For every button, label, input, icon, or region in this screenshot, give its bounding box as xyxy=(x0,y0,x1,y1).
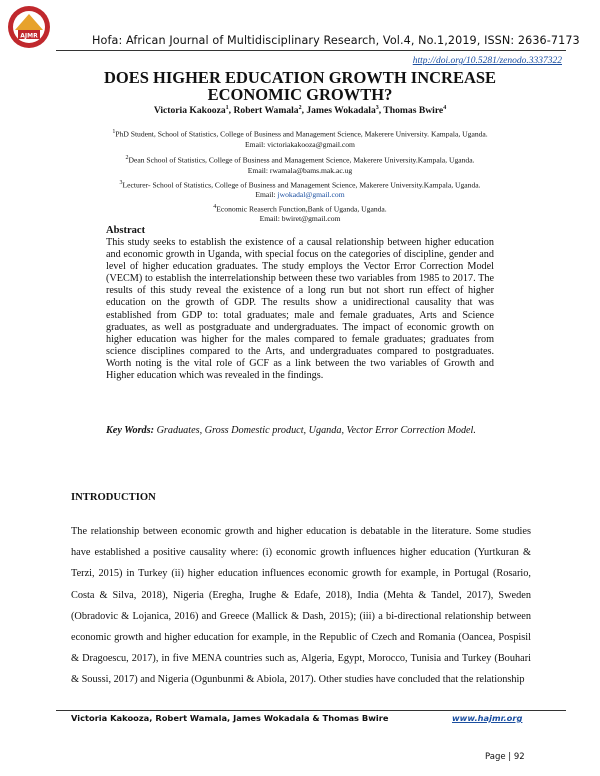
affiliation-3-email: Email: jwokadal@gmail.com xyxy=(255,190,345,199)
author-name: Robert Wamala xyxy=(233,105,299,117)
author-list: Victoria Kakooza$^1$, Robert Wamala$^2$, James Wokadala$^3$, Thomas Bwire$^4$ xyxy=(153,105,447,117)
affiliation-2-email: Email: rwamala@bams.mak.ac.ug xyxy=(247,166,353,175)
footer-website-link[interactable]: www.hajmr.org xyxy=(452,713,523,723)
keywords-label: Key Words: xyxy=(106,425,155,436)
journal-logo xyxy=(6,4,52,50)
footer-divider xyxy=(56,710,566,711)
section-heading-introduction: INTRODUCTION xyxy=(71,492,156,503)
email-link[interactable]: jwokadal@gmail.com xyxy=(277,190,345,199)
affiliation-1: $^1$PhD Student, School of Statistics, College of Business and Management Science, Makerere University. Kampala, Uganda. xyxy=(112,129,488,139)
author-name: Thomas Bwire xyxy=(383,105,444,117)
affiliation-1-email: Email: victoriakakooza@gmail.com xyxy=(245,140,355,149)
paper-title xyxy=(0,69,600,103)
header-divider xyxy=(56,50,566,51)
affiliation-4: $^4$Economic Reaserch Function,Bank of Uganda, Uganda. xyxy=(213,204,387,214)
abstract-heading: Abstract xyxy=(106,225,146,236)
journal-header: Hofa: African Journal of Multidisciplinary Research, Vol.4, No.1,2019, ISSN: 2636-7173 xyxy=(92,34,580,47)
author-name: Victoria Kakooza xyxy=(153,105,226,117)
title-line-1: DOES HIGHER EDUCATION GROWTH INCREASE xyxy=(103,68,497,87)
footer-authors: Victoria Kakooza, Robert Wamala, James Wokadala & Thomas Bwire xyxy=(71,713,389,723)
logo-text: AJMR xyxy=(20,32,38,40)
author-name: James Wokadala xyxy=(306,105,376,117)
affiliation-4-email: Email: bwiret@gmail.com xyxy=(259,214,341,223)
keywords xyxy=(106,425,494,437)
title-line-2: ECONOMIC GROWTH? xyxy=(207,85,393,104)
page-number: Page | 92 xyxy=(485,752,525,762)
keywords-text: Graduates, Gross Domestic product, Uganda, Vector Error Correction Model. xyxy=(154,425,476,436)
affiliation-2: $^2$Dean School of Statistics, College of Business and Management Science, Makerere University.Kampala, Uganda. xyxy=(125,155,475,165)
affiliation-3: $^3$Lecturer- School of Statistics, College of Business and Management Science, Makerere University.Kampala, Uganda. xyxy=(119,180,481,190)
doi-link[interactable]: http://doi.org/10.5281/zenodo.3337322 xyxy=(412,56,562,66)
abstract-body: This study seeks to establish the existence of a causal relationship between higher education and economic growth in Uganda, with special focus on the categories of discipline, gender and level of higher education graduates. The study employs the Vector Error Correction Model (VECM) to establish the interrelationship between these two variables from 1985 to 2017. The results of this study reveal the existence of a long run but not short run effect of higher education on the growth of GDP. The results show a unidirectional causality that was established from GDP to: total graduates; male and female graduates, Arts and Science graduates, as well as postgraduate and undergraduates. The impact of economic growth on higher education was higher for the males compared to female graduates; graduates from science disciplines compared to the Arts, and undergraduates compared to postgraduates. Worth noting is the vital role of GCF as a link between the two variables of Growth and Higher education which was revealed in the findings. xyxy=(106,237,494,382)
introduction-body: The relationship between economic growth and higher education is debatable in the literature. Some studies have established a positive causality where: (i) economic growth influences higher education (Yurtkuran & Terzi, 2015) in Turkey (ii) higher education influences economic growth for example, in Portugal (Rosario, Costa & Silva, 2018), Nigeria (Eregha, Irughe & Edafe, 2018), India (Mehta & Tandel, 2017), Sweden (Obradovic & Lojanica, 2016) and Greece (Mallick & Dash, 2015); (iii) a bi-directional relationship between economic growth and higher education for example, in the Republic of Czech and Romania (Oancea, Pospisil & Dragoescu, 2017), in five MENA countries such as, Algeria, Egypt, Morocco, Tunisia and Turkey (Bouhari & Soussi, 2017) and Nigeria (Ogunbunmi & Abiola, 2017). Other studies have concluded that the relationship xyxy=(71,526,531,686)
